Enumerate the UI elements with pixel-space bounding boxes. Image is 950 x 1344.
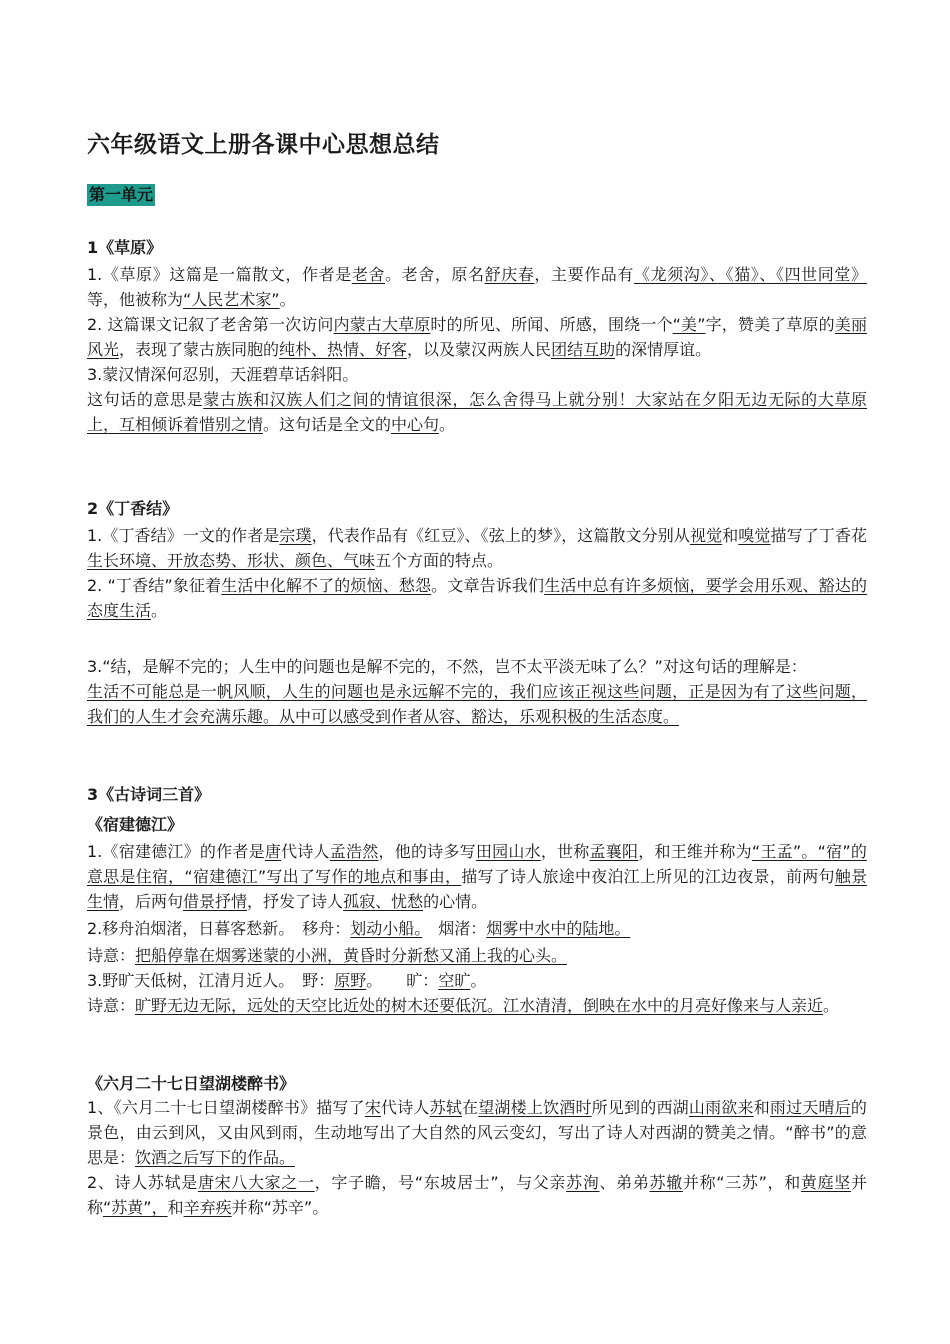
lesson-heading-grassland: 1《草原》 [87,238,163,257]
lesson2-question [87,654,867,729]
poem-heading: 《宿建德江》 [87,815,184,834]
poem-heading: 《六月二十七日望湖楼醉书》 [87,1074,296,1093]
paragraph: 2. 这篇课文记叙了老舍第一次访问内蒙古大草原时的所见、所闻、所感，围绕一个“美”字，赞美了草原的美丽风光，表现了蒙古族同胞的纯朴、热情、好客，以及蒙汉两族人民团结互助的深情厚谊。 [87,315,867,359]
poem1-section [87,839,867,914]
poem-line: 3.野旷天低树，江清月近人。 野：原野。 旷：空旷。 [87,971,487,990]
lesson-heading-three-poems: 3《古诗词三首》 [87,785,211,804]
lesson1-section [87,262,867,437]
paragraph: 1.《丁香结》一文的作者是宗璞，代表作品有《红豆》、《弦上的梦》，这篇散文分别从视觉和嗅觉描写了丁香花生长环境、开放态势、形状、颜色、气味五个方面的特点。 [87,526,867,570]
poem2-section [87,1095,867,1220]
lesson-heading-lilac-knot: 2《丁香结》 [87,499,179,518]
paragraph: 1.《宿建德江》的作者是唐代诗人孟浩然，他的诗多写田园山水，世称孟襄阳，和王维并称为“王孟”。“宿”的意思是住宿，“宿建德江”写出了写作的地点和事由，描写了诗人旅途中夜泊江上所见的江边夜景，前两句触景生情，后两句借景抒情，抒发了诗人孤寂、忧愁的心情。 [87,842,867,911]
poem-line: 2.移舟泊烟渚，日暮客愁新。 移舟：划动小船。 烟渚：烟雾中水中的陆地。 [87,919,631,938]
paragraph: 1、《六月二十七日望湖楼醉书》描写了宋代诗人苏轼在望湖楼上饮酒时所见到的西湖山雨欲来和雨过天晴后的景色，由云到风，又由风到雨，生动地写出了大自然的风云变幻，写出了诗人对西湖的赞美之情。“醉书”的意思是：饮酒之后写下的作品。 [87,1098,867,1167]
paragraph: 3.蒙汉情深何忍别，天涯碧草话斜阳。 [87,365,359,384]
poem-meaning: 诗意：把船停靠在烟雾迷蒙的小洲，黄昏时分新愁又涌上我的心头。 [87,946,568,965]
paragraph: 2. “丁香结”象征着生活中化解不了的烦恼、愁怨。文章告诉我们生活中总有许多烦恼，要学会用乐观、豁达的态度生活。 [87,576,867,620]
unit-heading: 第一单元 [89,185,154,204]
paragraph: 这句话的意思是蒙古族和汉族人们之间的情谊很深，怎么舍得马上就分别！大家站在夕阳无边无际的大草原上，互相倾诉着惜别之情。这句话是全文的中心句。 [87,390,867,434]
paragraph: 3.“结，是解不完的；人生中的问题也是解不完的，不然，岂不太平淡无味了么？”对这句话的理解是： [87,657,807,676]
lesson2-section [87,523,867,623]
paragraph: 生活不可能总是一帆风顺，人生的问题也是永远解不完的，我们应该正视这些问题，正是因为有了这些问题，我们的人生才会充满乐趣。从中可以感受到作者从容、豁达，乐观积极的生活态度。 [87,682,867,726]
paragraph: 1.《草原》这篇是一篇散文，作者是老舍。老舍，原名舒庆春，主要作品有《龙须沟》、《猫》、《四世同堂》等，他被称为“人民艺术家”。 [87,265,867,309]
paragraph: 2、诗人苏轼是唐宋八大家之一，字子瞻，号“东坡居士”，与父亲苏洵、弟弟苏辙并称“三苏”，和黄庭坚并称“苏黄”，和辛弃疾并称“苏辛”。 [87,1173,867,1217]
poem-meaning: 诗意：旷野无边无际，远处的天空比近处的树木还要低沉。江水清清，倒映在水中的月亮好像来与人亲近。 [87,996,840,1015]
document-title: 六年级语文上册各课中心思想总结 [87,132,440,158]
